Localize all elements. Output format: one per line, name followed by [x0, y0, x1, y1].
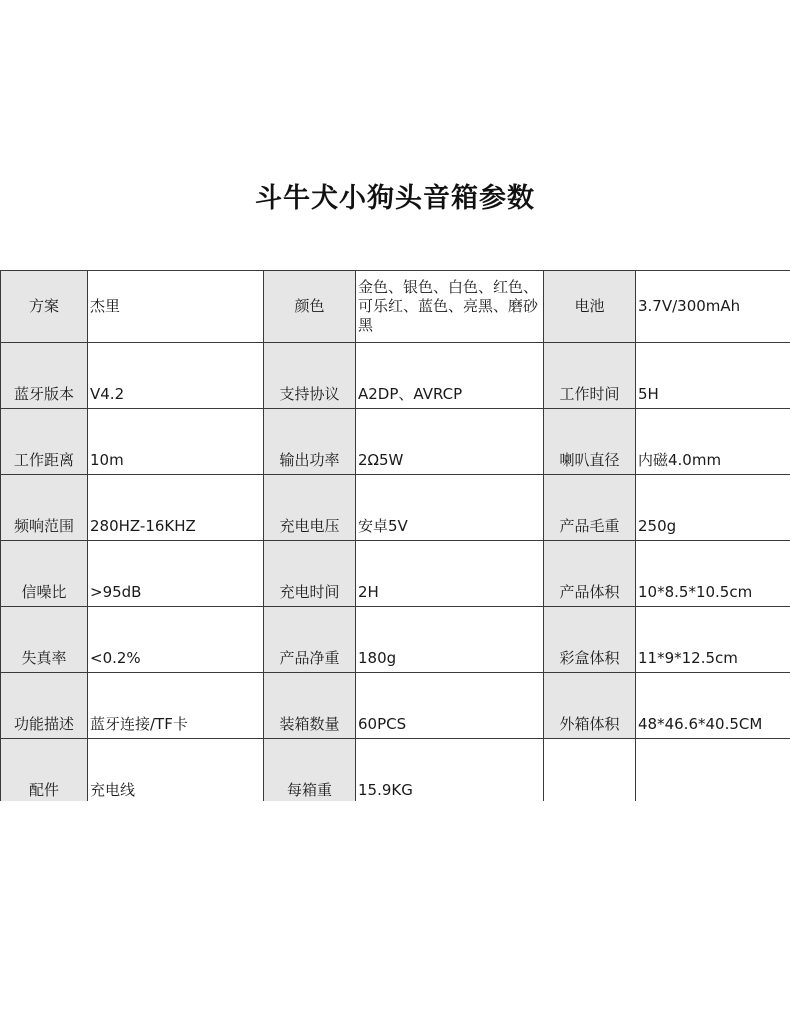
table-row: [1, 739, 790, 802]
spec-value: 10*8.5*10.5cm: [636, 541, 790, 607]
spec-label: 配件: [1, 739, 88, 802]
table-row: [1, 271, 790, 343]
spec-label: 外箱体积: [544, 673, 636, 739]
spec-label: 喇叭直径: [544, 409, 636, 475]
spec-value: 11*9*12.5cm: [636, 607, 790, 673]
spec-label: 充电电压: [264, 475, 356, 541]
spec-label: 功能描述: [1, 673, 88, 739]
spec-table: [0, 270, 790, 801]
spec-value: 180g: [356, 607, 544, 673]
spec-value: 60PCS: [356, 673, 544, 739]
spec-value: 5H: [636, 343, 790, 409]
spec-label: 彩盒体积: [544, 607, 636, 673]
spec-label: 产品体积: [544, 541, 636, 607]
spec-label: 装箱数量: [264, 673, 356, 739]
spec-label: 支持协议: [264, 343, 356, 409]
spec-value: 蓝牙连接/TF卡: [88, 673, 264, 739]
page-title: 斗牛犬小狗头音箱参数: [255, 183, 535, 214]
spec-value: 3.7V/300mAh: [636, 271, 790, 343]
spec-label: 颜色: [264, 271, 356, 343]
spec-value: 250g: [636, 475, 790, 541]
spec-value: 杰里: [88, 271, 264, 343]
table-row: [1, 409, 790, 475]
spec-label: 蓝牙版本: [1, 343, 88, 409]
spec-label: 频响范围: [1, 475, 88, 541]
spec-value: <0.2%: [88, 607, 264, 673]
spec-value: 15.9KG: [356, 739, 544, 802]
spec-label: 产品净重: [264, 607, 356, 673]
spec-value: 金色、银色、白色、红色、可乐红、蓝色、亮黑、磨砂黑: [356, 271, 544, 343]
spec-value: 内磁4.0mm: [636, 409, 790, 475]
table-row: [1, 673, 790, 739]
spec-value: A2DP、AVRCP: [356, 343, 544, 409]
spec-value: 安卓5V: [356, 475, 544, 541]
table-row: [1, 541, 790, 607]
spec-value: 10m: [88, 409, 264, 475]
spec-label: 工作时间: [544, 343, 636, 409]
spec-label: 工作距离: [1, 409, 88, 475]
spec-value: 2Ω5W: [356, 409, 544, 475]
table-row: [1, 475, 790, 541]
spec-value: 2H: [356, 541, 544, 607]
spec-value: V4.2: [88, 343, 264, 409]
spec-label: 信噪比: [1, 541, 88, 607]
spec-label: 输出功率: [264, 409, 356, 475]
spec-label: 产品毛重: [544, 475, 636, 541]
spec-value: 48*46.6*40.5CM: [636, 673, 790, 739]
spec-value-empty: [636, 739, 790, 802]
spec-label: 方案: [1, 271, 88, 343]
spec-value: >95dB: [88, 541, 264, 607]
spec-label: 电池: [544, 271, 636, 343]
spec-value: 280HZ-16KHZ: [88, 475, 264, 541]
spec-label: 充电时间: [264, 541, 356, 607]
spec-value: 充电线: [88, 739, 264, 802]
spec-label-empty: [544, 739, 636, 802]
spec-table-container: [0, 270, 790, 801]
table-row: [1, 607, 790, 673]
spec-label: 失真率: [1, 607, 88, 673]
spec-label: 每箱重: [264, 739, 356, 802]
table-row: [1, 343, 790, 409]
